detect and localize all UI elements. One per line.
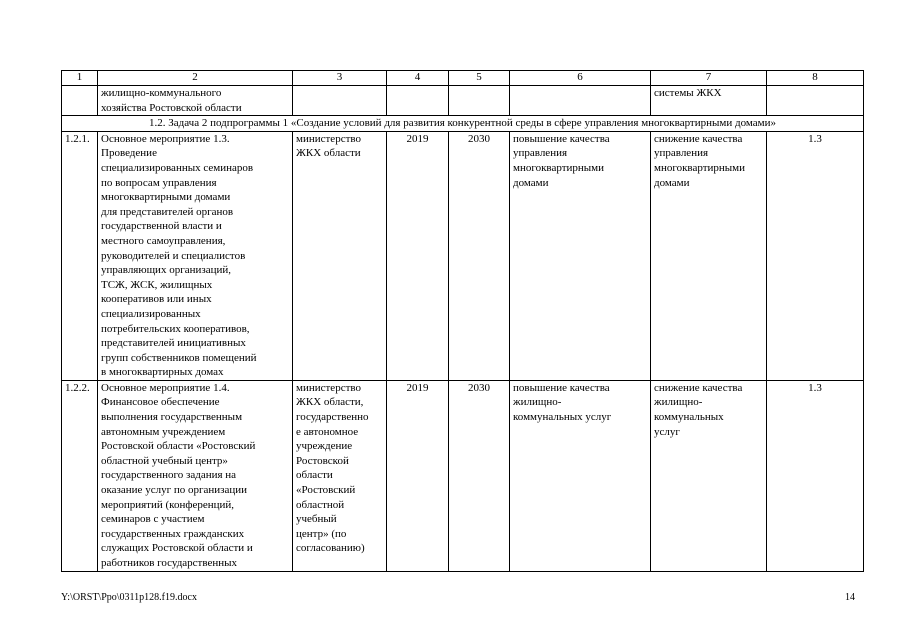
column-number-row	[62, 71, 864, 86]
task-heading: 1.2. Задача 2 подпрограммы 1 «Создание условий для развития конкурентной среды в сфере управления многоквартирными домами»	[62, 116, 864, 132]
continued-consequence-cell: системы ЖКХ	[651, 86, 767, 116]
measures-table	[61, 70, 864, 572]
row-number: 1.2.2.	[62, 380, 98, 571]
executor: министерство ЖКХ области	[293, 131, 387, 380]
non-implementation-consequence: снижение качества управления многоквартирными домами	[651, 131, 767, 380]
continued-name-cell: жилищно-коммунального хозяйства Ростовской области	[98, 86, 293, 116]
col-number-6: 6	[510, 71, 651, 86]
indicator-link: 1.3	[767, 131, 864, 380]
table-row	[62, 380, 864, 571]
page-number: 14	[845, 592, 855, 603]
end-year: 2030	[449, 380, 510, 571]
indicator-link: 1.3	[767, 380, 864, 571]
start-year: 2019	[387, 380, 449, 571]
col-number-3: 3	[293, 71, 387, 86]
continued-row	[62, 86, 864, 116]
col-number-2: 2	[98, 71, 293, 86]
measure-name: Основное мероприятие 1.3. Проведение специализированных семинаров по вопросам управления многоквартирными домами для представителей органов государственной власти и местного самоуправления, руководителей и специалистов управляющих организаций, ТСЖ, ЖСК, жилищных кооперативов или иных специализированных потребительских кооперативов, представителей инициативных групп собственников помещений в многоквартирных домах	[98, 131, 293, 380]
start-year: 2019	[387, 131, 449, 380]
table-row	[62, 131, 864, 380]
end-year: 2030	[449, 131, 510, 380]
task-row	[62, 116, 864, 132]
expected-result: повышение качества жилищно- коммунальных услуг	[510, 380, 651, 571]
col-number-5: 5	[449, 71, 510, 86]
col-number-1: 1	[62, 71, 98, 86]
measure-name: Основное мероприятие 1.4. Финансовое обеспечение выполнения государственным автономным учреждением Ростовской области «Ростовский областной учебный центр» государственного задания на оказание услуг по организации мероприятий (конференций, семинаров с участием государственных гражданских служащих Ростовской области и работников государственных	[98, 380, 293, 571]
col-number-4: 4	[387, 71, 449, 86]
non-implementation-consequence: снижение качества жилищно- коммунальных услуг	[651, 380, 767, 571]
expected-result: повышение качества управления многоквартирными домами	[510, 131, 651, 380]
col-number-8: 8	[767, 71, 864, 86]
col-number-7: 7	[651, 71, 767, 86]
executor: министерство ЖКХ области, государственно е автономное учреждение Ростовской области «Ростовский областной учебный центр» (по согласованию)	[293, 380, 387, 571]
row-number: 1.2.1.	[62, 131, 98, 380]
file-path-footer: Y:\ORST\Ppo\0311p128.f19.docx	[61, 592, 197, 603]
